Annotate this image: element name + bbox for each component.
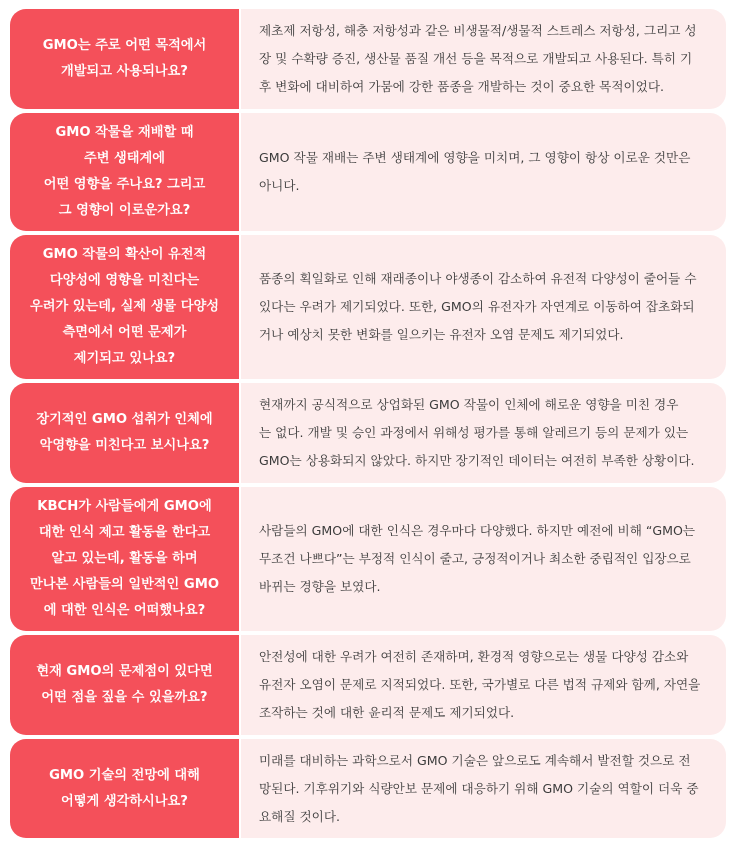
faq-row bbox=[10, 739, 726, 838]
answer-text: 미래를 대비하는 과학으로서 GMO 기술은 앞으로도 계속해서 발전할 것으로 전 망된다. 기후위기와 식량안보 문제에 대응하기 위해 GMO 기술의 역할이 더욱 중 요해질 것이다. bbox=[259, 752, 699, 824]
question-text: GMO는 주로 어떤 목적에서 개발되고 사용되나요? bbox=[42, 38, 207, 79]
faq-row bbox=[10, 235, 726, 379]
question-text: GMO 작물의 확산이 유전적 다양성에 영향을 미친다는 우려가 있는데, 실제 생물 다양성 측면에서 어떤 문제가 제기되고 있나요? bbox=[30, 247, 219, 366]
faq-row bbox=[10, 487, 726, 631]
question-cell bbox=[10, 635, 239, 735]
answer-cell bbox=[241, 487, 726, 631]
faq-row bbox=[10, 635, 726, 735]
answer-text: 품종의 획일화로 인해 재래종이나 야생종이 감소하여 유전적 다양성이 줄어들 수 있다는 우려가 제기되었다. 또한, GMO의 유전자가 자연계로 이동하여 잡초화되 거나 예상치 못한 변화를 일으키는 유전자 오염 문제도 제기되었다. bbox=[259, 271, 697, 342]
answer-text: 안전성에 대한 우려가 여전히 존재하며, 환경적 영향으로는 생물 다양성 감소와 유전자 오염이 문제로 지적되었다. 또한, 국가별로 다른 법적 규제와 함께, 자연을 조작하는 것에 대한 윤리적 문제도 제기되었다. bbox=[259, 649, 701, 720]
question-cell bbox=[10, 235, 239, 379]
question-text: 장기적인 GMO 섭취가 인체에 악영향을 미친다고 보시나요? bbox=[36, 412, 213, 453]
answer-text: GMO 작물 재배는 주변 생태계에 영향을 미치며, 그 영향이 항상 이로운 것만은 아니다. bbox=[259, 150, 691, 193]
faq-row bbox=[10, 9, 726, 109]
question-cell bbox=[10, 487, 239, 631]
question-cell bbox=[10, 9, 239, 109]
answer-text: 제초제 저항성, 해충 저항성과 같은 비생물적/생물적 스트레스 저항성, 그리고 성 장 및 수확량 증진, 생산물 품질 개선 등을 목적으로 개발되고 사용된다. 특히 기 후 변화에 대비하여 가뭄에 강한 품종을 개발하는 것이 중요한 목적이었다. bbox=[259, 23, 697, 94]
answer-cell bbox=[241, 383, 726, 483]
question-text: GMO 작물을 재배할 때 주변 생태계에 어떤 영향을 주나요? 그리고 그 영향이 이로운가요? bbox=[43, 125, 206, 218]
question-text: GMO 기술의 전망에 대해 어떻게 생각하시나요? bbox=[49, 767, 200, 809]
question-text: 현재 GMO의 문제점이 있다면 어떤 점을 짚을 수 있을까요? bbox=[36, 664, 213, 705]
answer-text: 현재까지 공식적으로 상업화된 GMO 작물이 인체에 해로운 영향을 미친 경우 는 없다. 개발 및 승인 과정에서 위해성 평가를 통해 알레르기 등의 문제가 있는 GMO는 상용화되지 않았다. 하지만 장기적인 데이터는 여전히 부족한 상황이다. bbox=[259, 397, 695, 468]
answer-cell bbox=[241, 113, 726, 231]
faq-row bbox=[10, 113, 726, 231]
answer-cell bbox=[241, 739, 726, 838]
faq-row bbox=[10, 383, 726, 483]
answer-cell bbox=[241, 9, 726, 109]
question-cell bbox=[10, 113, 239, 231]
question-text: KBCH가 사람들에게 GMO에 대한 인식 제고 활동을 한다고 알고 있는데, 활동을 하며 만나본 사람들의 일반적인 GMO 에 대한 인식은 어떠했나요? bbox=[29, 499, 220, 618]
question-cell bbox=[10, 383, 239, 483]
answer-cell bbox=[241, 235, 726, 379]
answer-text: 사람들의 GMO에 대한 인식은 경우마다 다양했다. 하지만 예전에 비해 “GMO는 무조건 나쁘다”는 부정적 인식이 줄고, 긍정적이거나 최소한 중립적인 입장으로 바뀌는 경향을 보였다. bbox=[259, 523, 696, 594]
question-cell bbox=[10, 739, 239, 838]
answer-cell bbox=[241, 635, 726, 735]
